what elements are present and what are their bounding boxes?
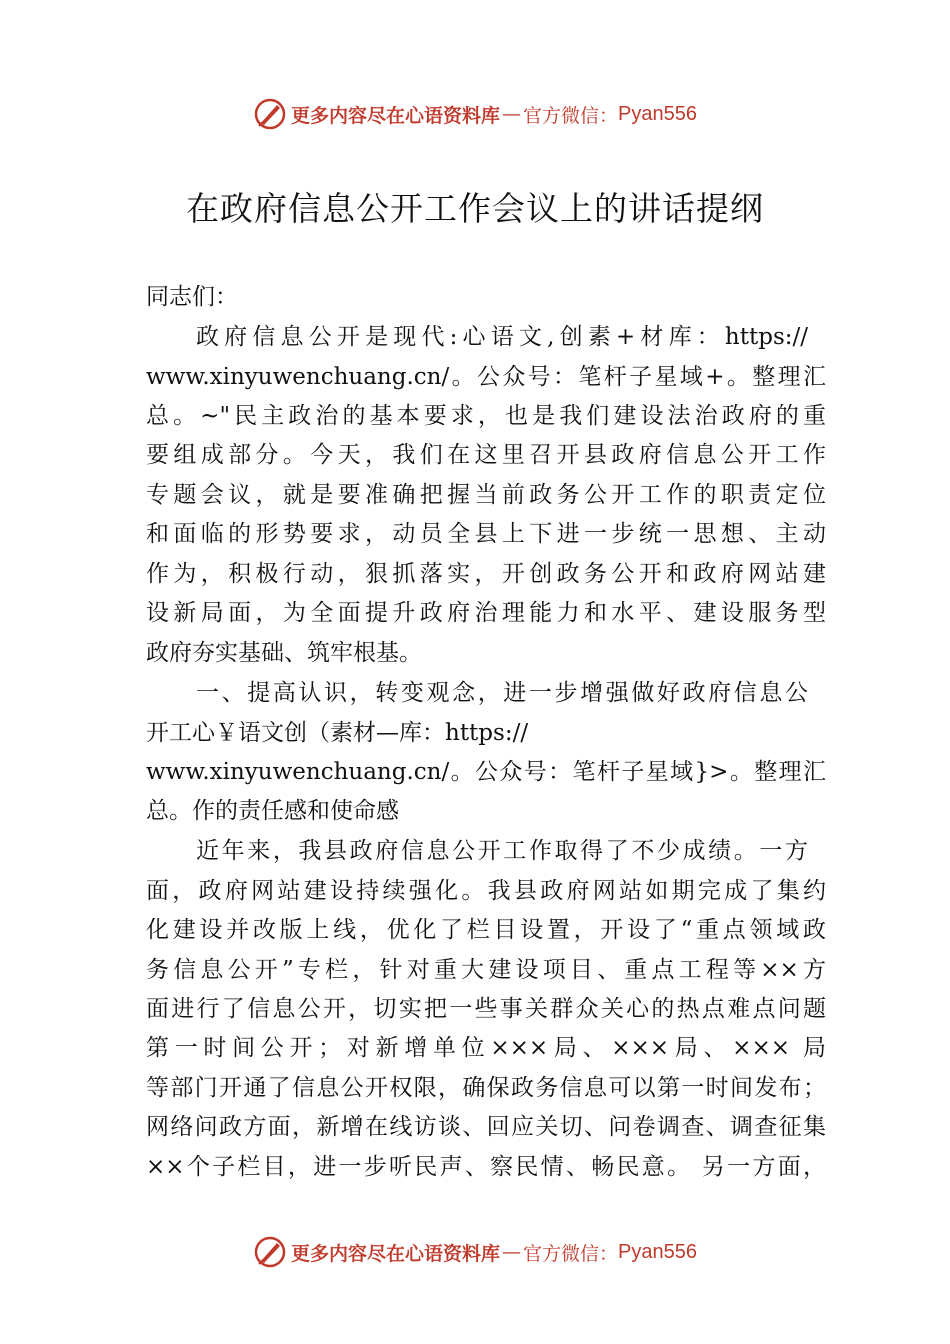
- watermark-separator: —: [502, 103, 522, 125]
- greeting: 同志们：: [146, 284, 238, 310]
- watermark-site-text: 更多内容尽在心语资料库: [291, 1242, 501, 1265]
- watermark-site-text: 更多内容尽在心语资料库: [291, 104, 501, 127]
- body-line: 专题会议，就是要准确把握当前政务公开工作的职责定位: [146, 482, 826, 508]
- watermark-wechat-id: Pyan556: [618, 102, 697, 125]
- body-line: 要组成部分。今天，我们在这里召开县政府信息公开工作: [146, 442, 826, 468]
- watermark-wechat-id: Pyan556: [618, 1240, 697, 1263]
- section-heading-line: 总。作的责任感和使命感: [146, 798, 399, 824]
- body-line: 面进行了信息公开，切实把一些事关群众关心的热点难点问题: [146, 996, 826, 1022]
- watermark-separator: —: [502, 1241, 522, 1263]
- body-line: 面，政府网站建设持续强化。我县政府网站如期完成了集约: [146, 878, 826, 904]
- watermark-wechat-label: 官方微信：: [523, 104, 619, 127]
- footer-watermark: [0, 1232, 950, 1272]
- header-watermark: [0, 94, 950, 134]
- body-line: 第一时间公开；对新增单位×××局、×××局、××× 局: [146, 1035, 826, 1061]
- document-title: 在政府信息公开工作会议上的讲话提纲: [186, 189, 764, 228]
- watermark-wechat-label: 官方微信：: [523, 1242, 619, 1265]
- body-line: 近年来，我县政府信息公开工作取得了不少成绩。一方: [196, 838, 808, 864]
- section-heading-line: 开工心￥语文创（素材—库：https://: [146, 720, 529, 746]
- feather-pen-logo-icon: [253, 1235, 287, 1269]
- body-line: 网络问政方面，新增在线访谈、回应关切、问卷调查、调查征集: [146, 1114, 826, 1140]
- body-line: 化建设并改版上线，优化了栏目设置，开设了“重点领域政: [146, 917, 826, 943]
- section-heading-line: www.xinyuwenchuang.cn/。公众号：笔杆子星域}>。整理汇: [146, 759, 826, 785]
- section-heading-line: 一、提高认识，转变观念，进一步增强做好政府信息公: [196, 680, 808, 706]
- body-line: 务信息公开”专栏，针对重大建设项目、重点工程等××方: [146, 957, 826, 983]
- body-line: 政府信息公开是现代:心语文,创素+材库：https://: [196, 324, 808, 350]
- body-line: 等部门开通了信息公开权限，确保政务信息可以第一时间发布；: [146, 1075, 826, 1101]
- body-line: 设新局面，为全面提升政府治理能力和水平、建设服务型: [146, 600, 826, 626]
- feather-pen-logo-icon: [253, 97, 287, 131]
- body-line: 作为，积极行动，狠抓落实，开创政务公开和政府网站建: [146, 561, 826, 587]
- body-line: www.xinyuwenchuang.cn/。公众号：笔杆子星域+。整理汇: [146, 364, 826, 390]
- body-line: 总。~"民主政治的基本要求，也是我们建设法治政府的重: [146, 403, 826, 429]
- body-line: 和面临的形势要求，动员全县上下进一步统一思想、主动: [146, 521, 826, 547]
- body-line: ××个子栏目，进一步听民声、察民情、畅民意。 另一方面，: [146, 1154, 826, 1180]
- body-line: 政府夯实基础、筑牢根基。: [146, 640, 422, 666]
